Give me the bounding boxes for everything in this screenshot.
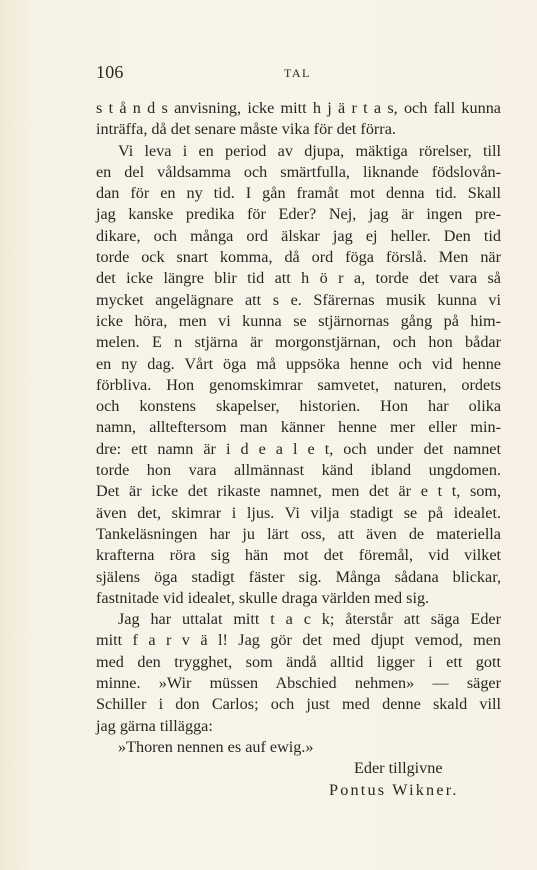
- text-line: mitt f a r v ä l! Jag gör det med djupt vemod, men: [96, 631, 501, 650]
- text-line: dikare, och många ord älskar jag ej heller. Den tid: [96, 226, 501, 245]
- page-header: [96, 62, 500, 86]
- text-line: dan för en ny tid. I gån framåt mot denna tid. Skall: [96, 184, 501, 203]
- running-head: TAL: [284, 66, 311, 80]
- text-line: Tankeläsningen har ju lärt oss, att även de materiella: [96, 524, 501, 543]
- text-line: krafterna röra sig hän mot det föremål, vid vilket: [96, 546, 501, 565]
- text-line: det icke längre blir tid att h ö r a, torde det vara så: [96, 269, 501, 288]
- text-line: och konstens skapelser, historien. Hon har olika: [96, 397, 501, 416]
- text-line: Vi leva i en period av djupa, mäktiga rörelser, till: [118, 141, 501, 160]
- text-line: inträffa, då det senare måste vika för det förra.: [96, 120, 396, 139]
- text-line: minne. »Wir müssen Abschied nehmen» — säger: [96, 674, 501, 693]
- text-line: jag gärna tillägga:: [96, 716, 213, 735]
- text-line: mycket angelägnare att s e. Sfärernas musik kunna vi: [96, 290, 501, 309]
- author-signature: Pontus Wikner.: [329, 780, 459, 799]
- text-line: namn, allteftersom man känner henne mer eller min-: [96, 418, 501, 437]
- text-line: s t å n d s anvisning, icke mitt h j ä r t a s, och fall kunna: [96, 99, 501, 117]
- quote-line: »Thoren nennen es auf ewig.»: [118, 737, 314, 756]
- text-line: fastnitade vid idealet, skulle draga världen med sig.: [96, 588, 430, 607]
- text-line: med den trygghet, som ändå alltid ligger i ett gott: [96, 652, 501, 671]
- text-line: en del våldsamma och smärtfulla, liknande födslovån-: [96, 162, 501, 181]
- text-line: Det är icke det rikaste namnet, men det är e t t, som,: [96, 482, 501, 501]
- text-line: även det, skimrar i ljus. Vi vilja stadigt se på idealet.: [96, 503, 501, 522]
- text-line: torde ock snart komma, då ord föga förslå. Men när: [96, 248, 501, 267]
- text-line: icke höra, men vi kunna se stjärnornas gång på him-: [96, 311, 501, 330]
- closing-salutation: Eder tillgivne: [354, 759, 443, 778]
- text-line: själens öga stadigt fäster sig. Många sådana blickar,: [96, 567, 501, 586]
- text-line: jag kanske predika för Eder? Nej, jag är ingen pre-: [96, 205, 501, 224]
- text-line: dre: ett namn är i d e a l e t, och under det namnet: [96, 439, 501, 458]
- text-line: förbliva. Hon genomskimrar samvetet, naturen, ordets: [96, 375, 501, 394]
- text-line: en ny dag. Vårt öga må uppsöka henne och vid henne: [96, 354, 501, 373]
- text-line: Schiller i don Carlos; och just med denne skald vill: [96, 695, 501, 714]
- body-text: [96, 98, 501, 801]
- text-line: melen. E n stjärna är morgonstjärnan, och hon bådar: [96, 333, 501, 352]
- text-line: Jag har uttalat mitt t a c k; återstår att säga Eder: [118, 610, 501, 629]
- page-number: 106: [96, 62, 124, 82]
- text-line: torde hon vara allmännast känd ibland ungdomen.: [96, 461, 501, 480]
